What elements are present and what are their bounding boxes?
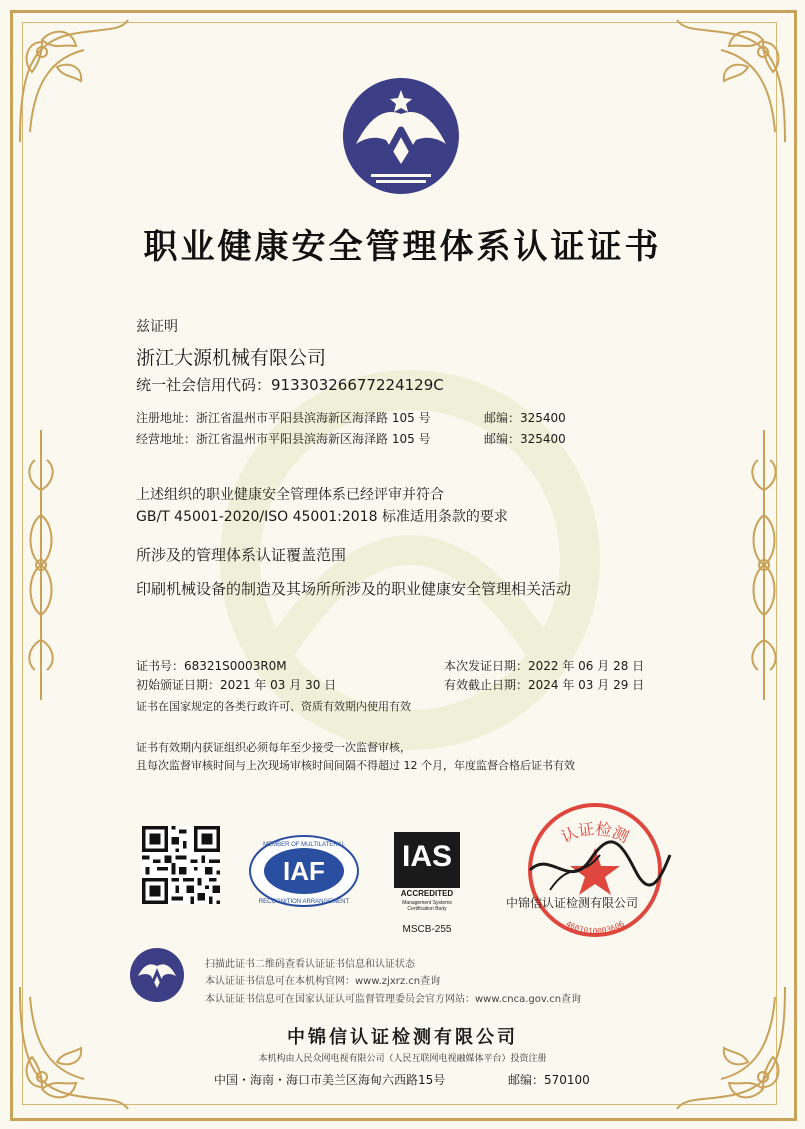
iaf-accreditation-logo (248, 834, 360, 908)
ias-desc-line1: Management Systems (402, 900, 452, 906)
credit-code: 统一社会信用代码：91330326677224129C (136, 376, 444, 394)
current-issue-date: 本次发证日期：2022 年 06 月 28 日 (444, 659, 645, 673)
corner-ornament-top-left (12, 12, 132, 152)
expiry-date: 有效截止日期：2024 年 03 月 29 日 (444, 678, 645, 692)
scope-text: 印刷机械设备的制造及其场所所涉及的职业健康安全管理相关活动 (136, 580, 572, 598)
issuer-address: 中国・海南・海口市美兰区海甸六西路15号 (214, 1073, 446, 1087)
issuer-emblem-logo (336, 74, 466, 194)
validity-note: 证书在国家规定的各类行政许可、资质有效期内使用有效 (136, 700, 411, 713)
business-postcode: 邮编：325400 (484, 432, 566, 446)
certificate-number: 证书号：68321S0003R0M (136, 659, 287, 673)
ias-accredited-label: ACCREDITED (400, 889, 454, 898)
ias-desc-line2: Certification Body (407, 906, 447, 912)
issuer-postcode: 邮编：570100 (508, 1073, 590, 1087)
issuer-name: 中锦信认证检测有限公司 (287, 1027, 518, 1048)
platform-note: 本机构由人民众网电视有限公司（人民互联网电视融媒体平台）投资注册 (258, 1054, 547, 1064)
official-red-seal (510, 800, 680, 940)
seal-number: 4601010003606 (564, 919, 626, 936)
qr-code[interactable] (142, 826, 220, 904)
conformity-statement-line1: 上述组织的职业健康安全管理体系已经评审并符合 (136, 487, 444, 503)
verify-note-line3: 本认证证书信息可在国家认证认可监督管理委员会官方网站：www.cnca.gov.cn查询 (205, 994, 582, 1005)
supervision-note-line2: 且每次监督审核时间与上次现场审核时间间隔不得超过 12 个月，年度监督合格后证书有效 (136, 759, 575, 772)
registered-postcode: 邮编：325400 (484, 411, 566, 425)
verify-note-line1: 扫描此证书二维码查看认证证书信息和认证状态 (205, 959, 415, 970)
iaf-ring-bottom-text: RECOGNITION ARRANGEMENT (258, 899, 350, 905)
footer-issuer-emblem (128, 946, 186, 1004)
iaf-ring-top-text: MEMBER OF MULTILATERAL (263, 842, 345, 848)
initial-issue-date: 初始颁证日期：2021 年 03 月 30 日 (136, 678, 337, 692)
supervision-note-line1: 证书有效期内获证组织必须每年至少接受一次监督审核， (136, 741, 411, 754)
certificate-title: 职业健康安全管理体系认证证书 (143, 227, 662, 267)
conformity-statement-line2: GB/T 45001-2020/ISO 45001:2018 标准适用条款的要求 (136, 509, 508, 525)
iaf-text: IAF (283, 856, 325, 886)
ias-text: IAS (401, 840, 452, 873)
scope-heading: 所涉及的管理体系认证覆盖范围 (136, 546, 347, 564)
company-name: 浙江大源机械有限公司 (136, 347, 327, 369)
hereby-label: 兹证明 (136, 319, 178, 335)
registered-address: 注册地址：浙江省温州市平阳县滨海新区海泽路 105 号 (136, 411, 431, 425)
business-address: 经营地址：浙江省温州市平阳县滨海新区海泽路 105 号 (136, 432, 431, 446)
seal-arc-text: 认证检测 (558, 819, 632, 847)
side-ornament-right (741, 430, 787, 700)
ias-code: MSCB-255 (402, 924, 452, 935)
seal-company-name: 中锦信认证检测有限公司 (506, 896, 639, 910)
svg-text:认证检测 (558, 819, 632, 846)
verify-note-line2: 本认证证书信息可在本机构官网：www.zjxrz.cn查询 (205, 976, 441, 987)
side-ornament-left (18, 430, 64, 700)
corner-ornament-top-right (673, 12, 793, 152)
ias-logo-block (394, 832, 460, 888)
